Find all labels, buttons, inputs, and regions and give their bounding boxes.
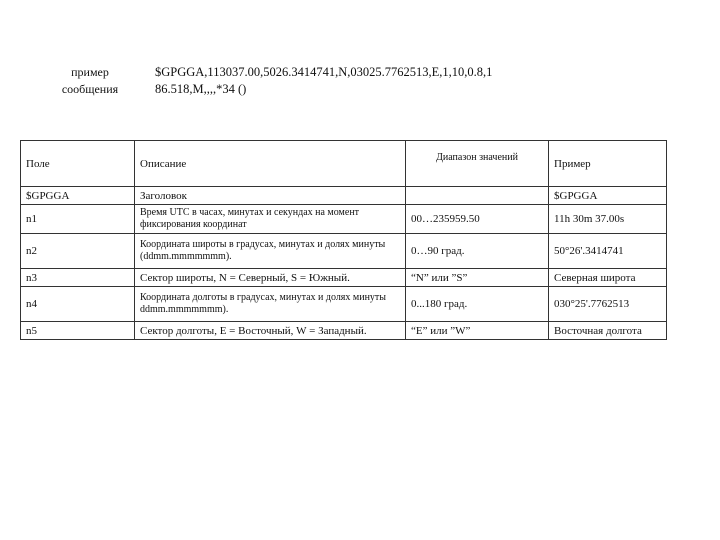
cell-example: Восточная долгота [549,322,667,340]
column-header-range-text: Диапазон значений [436,152,518,163]
column-header-range [406,141,549,187]
cell-field: n2 [21,234,135,269]
cell-description-text: Координата долготы в градусах, минутах и долях минуты ddmm.mmmmmmm). [140,292,387,315]
example-message [155,64,492,98]
cell-example: 11h 30m 37.00s [549,205,667,234]
cell-field: n3 [21,269,135,287]
cell-description [135,287,406,322]
cell-range: 00…235959.50 [406,205,549,234]
cell-range [406,187,549,205]
cell-example: 50°26'.3414741 [549,234,667,269]
cell-range: 0...180 град. [406,287,549,322]
example-message-line2: 86.518,M,,,,*34 () [155,82,247,96]
column-header-description: Описание [135,141,406,187]
cell-range: “E” или ”W” [406,322,549,340]
nmea-fields-table [20,140,667,340]
table-row [21,269,667,287]
cell-example: 030°25'.7762513 [549,287,667,322]
cell-description: Заголовок [135,187,406,205]
example-label-line2: сообщения [61,82,119,96]
example-label [54,64,126,98]
table-row [21,205,667,234]
cell-field: n5 [21,322,135,340]
cell-field: n4 [21,287,135,322]
table-header-row [21,141,667,187]
cell-example: Северная широта [549,269,667,287]
cell-description-text: Время UTC в часах, минутах и секундах на момент фиксирования координат [140,207,360,230]
table-row [21,187,667,205]
column-header-field: Поле [21,141,135,187]
table-row [21,287,667,322]
cell-field: $GPGGA [21,187,135,205]
example-label-line1: пример [71,65,109,79]
cell-description [135,234,406,269]
cell-example: $GPGGA [549,187,667,205]
table-row [21,234,667,269]
cell-field: n1 [21,205,135,234]
example-message-line1: $GPGGA,113037.00,5026.3414741,N,03025.7762513,E,1,10,0.8,1 [155,65,493,79]
cell-description [135,205,406,234]
cell-description: Сектор долготы, E = Восточный, W = Западный. [135,322,406,340]
table-row [21,322,667,340]
cell-description: Сектор широты, N = Северный, S = Южный. [135,269,406,287]
cell-description-text: Координата широты в градусах, минутах и долях минуты (ddmm.mmmmmmm). [140,239,386,262]
cell-range: “N” или ”S” [406,269,549,287]
cell-range: 0…90 град. [406,234,549,269]
column-header-example: Пример [549,141,667,187]
